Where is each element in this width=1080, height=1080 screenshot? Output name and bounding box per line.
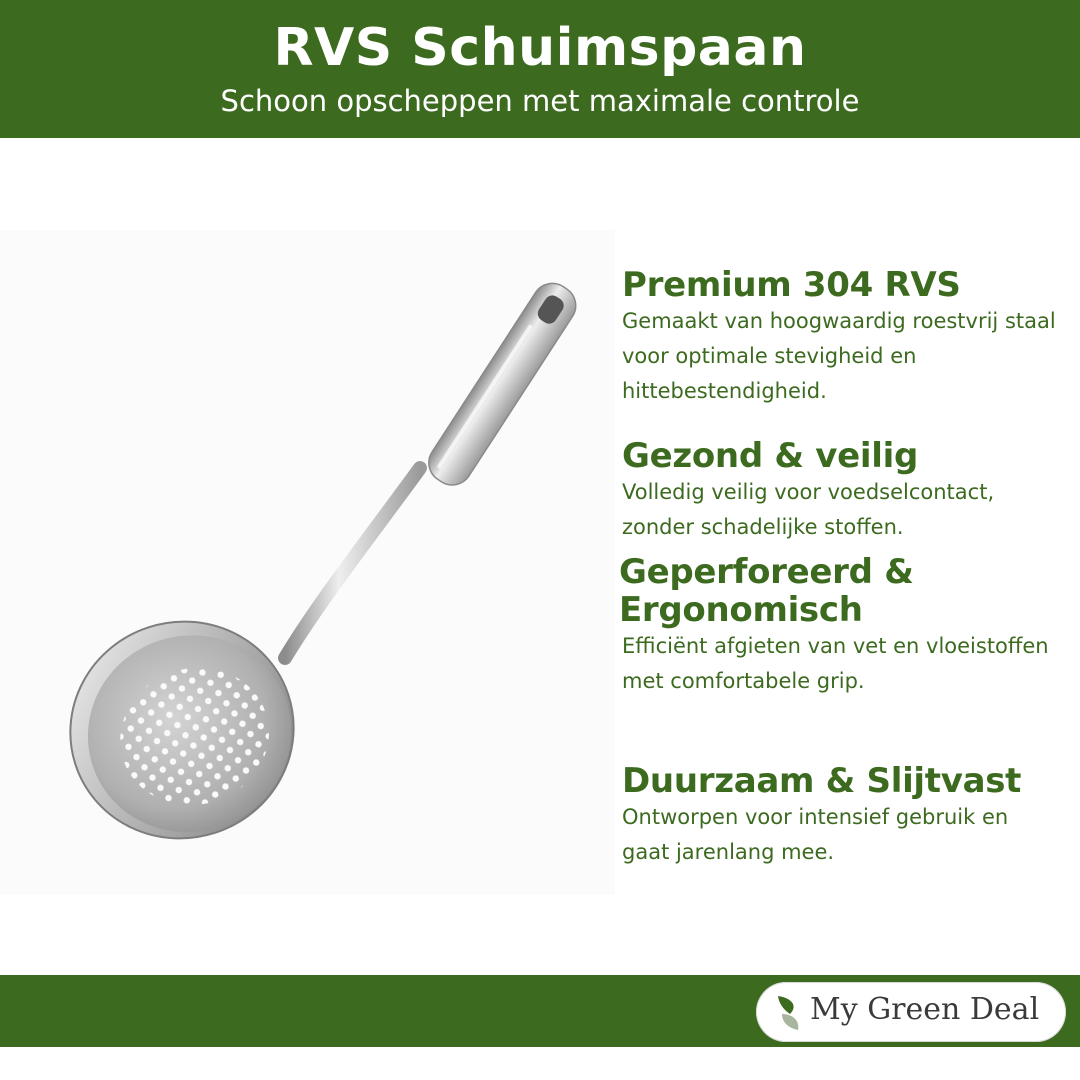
feature-description xyxy=(622,800,1080,870)
page-subtitle: Schoon opscheppen met maximale controle xyxy=(220,84,860,118)
feature-line: zonder schadelijke stoffen. xyxy=(622,515,904,539)
feature-description xyxy=(622,475,1080,545)
feature-line: Efficiënt afgieten van vet en vloeistoffen xyxy=(622,634,1049,658)
feature-description xyxy=(622,304,1080,409)
brand-logo xyxy=(756,982,1066,1042)
feature-perforated xyxy=(619,553,1077,699)
feature-line: hittebestendigheid. xyxy=(622,379,827,403)
skimmer-ladle-icon xyxy=(0,230,615,895)
feature-line: voor optimale stevigheid en xyxy=(622,344,917,368)
feature-description xyxy=(622,629,1077,699)
feature-title-line: Ergonomisch xyxy=(619,590,863,630)
product-image xyxy=(0,230,615,895)
page-title: RVS Schuimspaan xyxy=(273,18,807,78)
feature-title: Duurzaam & Slijtvast xyxy=(622,761,1022,801)
brand-name: My Green Deal xyxy=(810,992,1040,1027)
feature-title-line: Geperforeerd & xyxy=(619,552,914,592)
feature-line: Volledig veilig voor voedselcontact, xyxy=(622,480,995,504)
feature-line: Gemaakt van hoogwaardig roestvrij staal xyxy=(622,309,1056,333)
header-banner xyxy=(0,0,1080,138)
feature-line: Ontworpen voor intensief gebruik en xyxy=(622,805,1009,829)
feature-line: met comfortabele grip. xyxy=(622,669,865,693)
feature-title: Premium 304 RVS xyxy=(622,265,961,305)
feature-safety xyxy=(622,437,1080,545)
feature-title xyxy=(619,553,1077,629)
feature-durable xyxy=(622,762,1080,870)
feature-line: gaat jarenlang mee. xyxy=(622,840,835,864)
feature-title: Gezond & veilig xyxy=(622,436,919,476)
leaf-logo-icon xyxy=(774,992,804,1032)
feature-material xyxy=(622,266,1080,409)
